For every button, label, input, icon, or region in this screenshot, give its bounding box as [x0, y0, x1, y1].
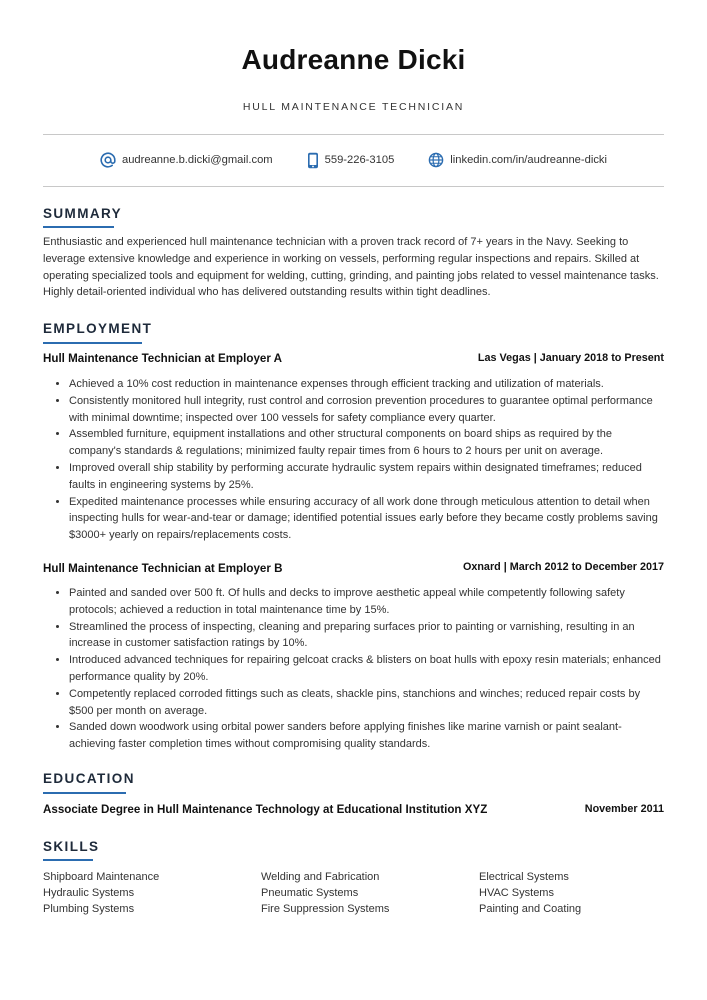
- job-meta-a: Las Vegas | January 2018 to Present: [477, 352, 664, 364]
- header-divider-top: [43, 134, 664, 135]
- summary-heading: SUMMARY: [43, 206, 123, 221]
- contact-phone[interactable]: [307, 150, 395, 170]
- skill-item: HVAC Systems: [479, 887, 554, 900]
- summary-underline: [43, 226, 114, 228]
- education-heading: EDUCATION: [43, 771, 135, 786]
- job-bullets-a: [43, 376, 664, 544]
- skill-item: Hydraulic Systems: [43, 887, 135, 900]
- list-item: • Streamlined the process of inspecting, cleaning and preparing surfaces prior to painting or varnishing, resulting in an increase in customer satisfaction ratings by 10%.: [69, 619, 664, 653]
- globe-icon: [428, 152, 444, 168]
- employment-heading: EMPLOYMENT: [43, 321, 153, 336]
- phone-text: 559-226-3105: [324, 154, 395, 166]
- skill-item: Shipboard Maintenance: [43, 871, 160, 883]
- list-item: • Painted and sanded over 500 ft. Of hulls and decks to improve aesthetic appeal while competently following safety protocols; achieved a reduction in total maintenance time by 15%.: [69, 585, 664, 619]
- skill-item: Electrical Systems: [479, 871, 569, 883]
- job-meta-b: Oxnard | March 2012 to December 2017: [462, 561, 664, 573]
- phone-icon: [307, 152, 319, 169]
- job-role-title: HULL MAINTENANCE TECHNICIAN: [242, 101, 465, 113]
- list-item: • Assembled furniture, equipment installations and other structural components on board ships as required by the company's standards & regulations; minimized faulty repair times from 6 hours to 2 hours per unit on average.: [69, 426, 664, 460]
- candidate-name: Audreanne Dicki: [241, 44, 466, 75]
- skill-item: Painting and Coating: [479, 903, 582, 916]
- skill-item: Welding and Fabrication: [261, 871, 380, 883]
- skill-item: Plumbing Systems: [43, 903, 135, 916]
- skill-item: Pneumatic Systems: [261, 887, 359, 900]
- list-item: • Introduced advanced techniques for repairing gelcoat cracks & blisters on boat hulls with epoxy resin materials; enhanced performance quality by 20%.: [69, 652, 664, 686]
- skills-underline: [43, 859, 93, 861]
- list-item: • Expedited maintenance processes while ensuring accuracy of all work done through meticulous attention to detail when inspecting hulls for wear-and-tear or damage; identified potential issues early before they became costly problems saving $3000+ yearly on repairs/replacements costs.: [69, 494, 664, 544]
- list-item: • Sanded down woodwork using orbital power sanders before applying finishes like marine varnish or paint sealant-achieving faster completion times without compromising quality standards.: [69, 719, 664, 753]
- employment-underline: [43, 342, 142, 344]
- job-title-a: Hull Maintenance Technician at Employer A: [43, 352, 283, 365]
- list-item: • Consistently monitored hull integrity, rust control and corrosion prevention procedures to guarantee optimal performance with minimal downtime; inspected over 100 vessels for safety compliance every quarter.: [69, 393, 664, 427]
- contact-linkedin[interactable]: [428, 150, 607, 170]
- contact-email[interactable]: [100, 150, 273, 170]
- education-underline: [43, 792, 126, 794]
- education-degree: Associate Degree in Hull Maintenance Technology at Educational Institution XYZ: [43, 803, 488, 816]
- list-item: • Achieved a 10% cost reduction in maintenance expenses through efficient tracking and utilization of materials.: [69, 376, 664, 393]
- skills-grid: [43, 869, 664, 918]
- list-item: • Improved overall ship stability by performing accurate hydraulic system repairs within designated timeframes; reduced faults in engineering systems by 25%.: [69, 460, 664, 494]
- contact-bar: [43, 150, 664, 170]
- email-at-icon: [100, 152, 116, 168]
- job-bullets-b: [43, 585, 664, 753]
- email-text: audreanne.b.dicki@gmail.com: [121, 154, 273, 166]
- education-date: November 2011: [584, 803, 664, 815]
- skill-item: Fire Suppression Systems: [261, 903, 390, 916]
- skills-heading: SKILLS: [43, 839, 100, 854]
- header-divider-bottom: [43, 186, 664, 187]
- list-item: • Competently replaced corroded fittings such as cleats, shackle pins, stanchions and winches; reduced repair costs by $500 per month on average.: [69, 686, 664, 720]
- job-title-b: Hull Maintenance Technician at Employer B: [43, 562, 283, 575]
- summary-text: Enthusiastic and experienced hull maintenance technician with a proven track record of 7+ years in the Navy. Seeking to leverage extensive knowledge and experience in working on vessels, performing regular inspections and repairs. Skilled at operating specialized tools and equipment for welding, cutting, grinding, and painting jobs related to vessel maintenance tasks. Highly detail-oriented individual who has delivered outstanding results within tight deadlines.: [43, 236, 659, 299]
- linkedin-text: linkedin.com/in/audreanne-dicki: [450, 154, 608, 166]
